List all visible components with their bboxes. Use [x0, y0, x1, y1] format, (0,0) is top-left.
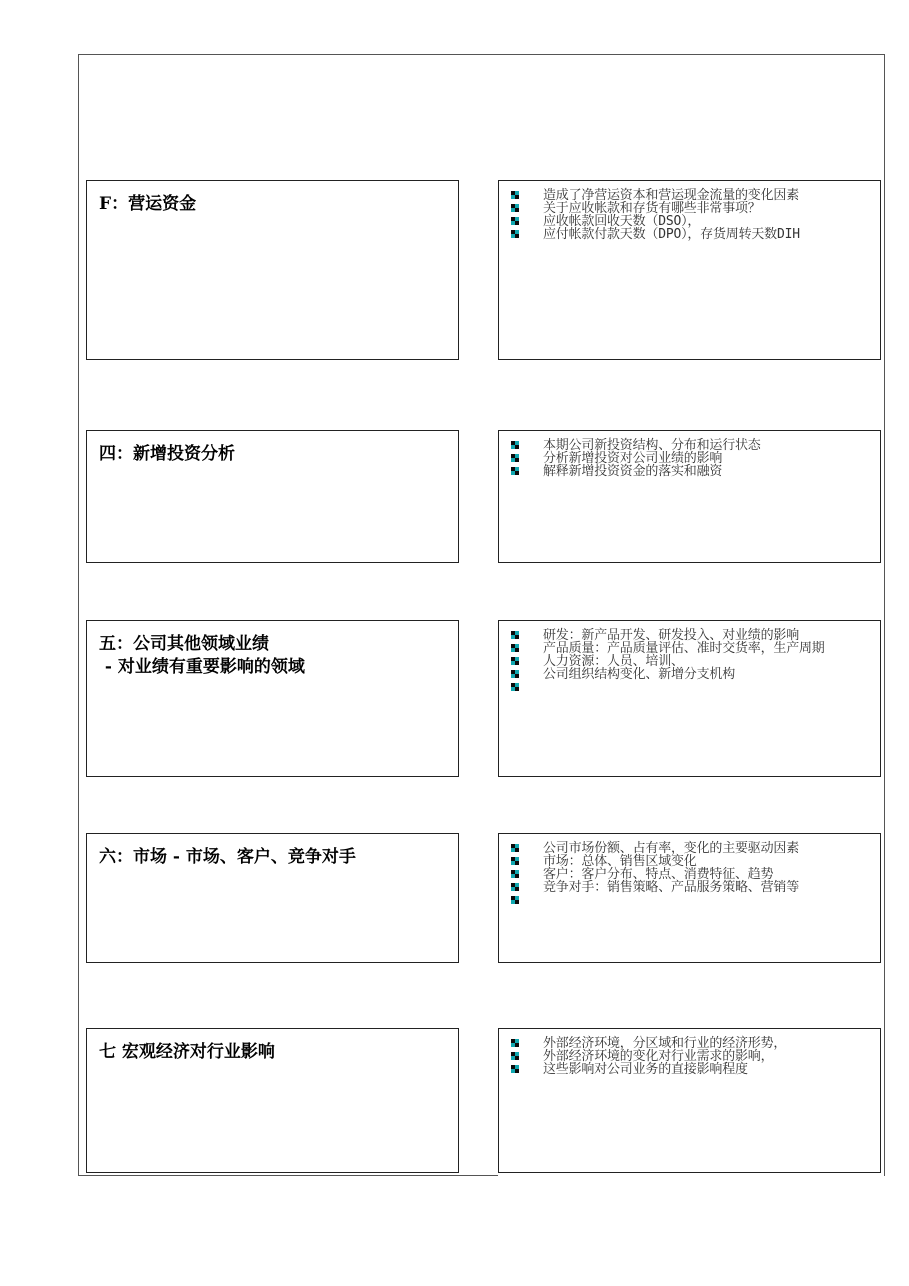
square-bullet-icon	[511, 896, 519, 904]
page-bottom-edge	[78, 1175, 498, 1176]
list-item	[511, 881, 880, 894]
bullet-text: 关于应收帐款和存货有哪些非常事项？	[543, 201, 761, 216]
slide-thumbnail-2	[86, 430, 459, 563]
bullet-text: 解释新增投资资金的落实和融资	[543, 464, 723, 479]
bullet-text: 造成了净营运资本和营运现金流量的变化因素	[543, 188, 800, 203]
list-item	[511, 228, 880, 241]
bullet-list	[511, 439, 880, 478]
square-bullet-icon	[511, 217, 519, 225]
bullet-text: 客户：客户分布、特点、消费特征、趋势	[543, 867, 774, 882]
list-item	[511, 681, 880, 694]
square-bullet-icon	[511, 230, 519, 238]
square-bullet-icon	[511, 844, 519, 852]
slide-title: 七 宏观经济对行业影响	[99, 1042, 275, 1062]
bullet-text: 研发：新产品开发、研发投入、对业绩的影响	[543, 628, 800, 643]
square-bullet-icon	[511, 683, 519, 691]
notes-panel-3	[498, 620, 881, 777]
bullet-list	[511, 1037, 880, 1076]
notes-panel-4	[498, 833, 881, 963]
bullet-text: 这些影响对公司业务的直接影响程度	[543, 1062, 748, 1077]
bullet-text: 外部经济环境，分区域和行业的经济形势，	[543, 1036, 787, 1051]
list-item	[511, 894, 880, 907]
square-bullet-icon	[511, 1065, 519, 1073]
bullet-text: 竞争对手：销售策略、产品服务策略、营销等	[543, 880, 800, 895]
bullet-list	[511, 842, 880, 907]
bullet-text: 分析新增投资对公司业绩的影响	[543, 451, 723, 466]
slide-title: 六：市场 - 市场、客户、竞争对手	[99, 847, 356, 867]
slide-thumbnail-5	[86, 1028, 459, 1173]
bullet-text: 本期公司新投资结构、分布和运行状态	[543, 438, 761, 453]
notes-panel-5	[498, 1028, 881, 1173]
slide-thumbnail-4	[86, 833, 459, 963]
square-bullet-icon	[511, 631, 519, 639]
list-item	[511, 465, 880, 478]
square-bullet-icon	[511, 670, 519, 678]
notes-panel-1	[498, 180, 881, 360]
bullet-text: 市场：总体、销售区域变化	[543, 854, 697, 869]
square-bullet-icon	[511, 870, 519, 878]
bullet-text: 公司组织结构变化、新增分支机构	[543, 667, 736, 682]
square-bullet-icon	[511, 191, 519, 199]
square-bullet-icon	[511, 1052, 519, 1060]
bullet-text: 公司市场份额、占有率，变化的主要驱动因素	[543, 841, 800, 856]
square-bullet-icon	[511, 441, 519, 449]
slide-thumbnail-3	[86, 620, 459, 777]
square-bullet-icon	[511, 454, 519, 462]
slide-title: 五：公司其他领域业绩 - 对业绩有重要影响的领域	[99, 634, 305, 677]
list-item	[511, 1063, 880, 1076]
bullet-text: 产品质量：产品质量评估、准时交货率，生产周期	[543, 641, 825, 656]
notes-panel-2	[498, 430, 881, 563]
bullet-text: 人力资源：人员、培训、	[543, 654, 684, 669]
slide-title: 四：新增投资分析	[99, 444, 235, 464]
list-item	[511, 668, 880, 681]
square-bullet-icon	[511, 467, 519, 475]
bullet-text: 应收帐款回收天数（DSO），	[543, 214, 701, 229]
bullet-list	[511, 629, 880, 694]
square-bullet-icon	[511, 883, 519, 891]
bullet-list	[511, 189, 880, 241]
square-bullet-icon	[511, 657, 519, 665]
square-bullet-icon	[511, 204, 519, 212]
bullet-text: 外部经济环境的变化对行业需求的影响，	[543, 1049, 774, 1064]
square-bullet-icon	[511, 644, 519, 652]
square-bullet-icon	[511, 857, 519, 865]
slide-thumbnail-1	[86, 180, 459, 360]
square-bullet-icon	[511, 1039, 519, 1047]
slide-title: F：营运资金	[99, 194, 197, 214]
bullet-text: 应付帐款付款天数（DPO），存货周转天数DIH	[543, 227, 800, 242]
